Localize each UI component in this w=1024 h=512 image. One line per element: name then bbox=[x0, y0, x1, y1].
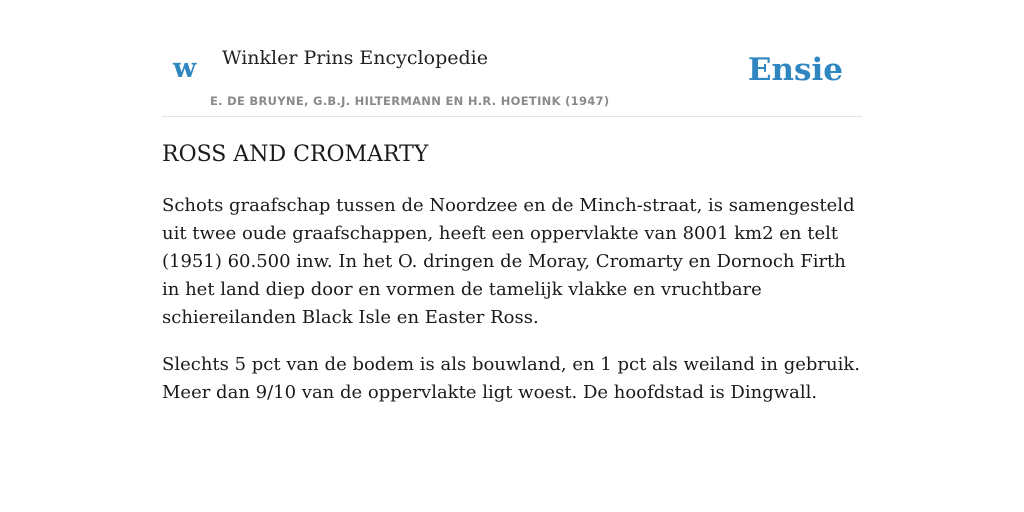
source-header bbox=[162, 0, 862, 117]
article-title: ROSS AND CROMARTY bbox=[162, 142, 429, 167]
brand-logo[interactable]: Ensie bbox=[747, 52, 843, 88]
article-paragraph: Schots graafschap tussen de Noordzee en de Minch-straat, is samengesteld uit twee oude graafschappen, heeft een oppervlakte van 8001 km2 en telt (1951) 60.500 inw. In het O. dringen de Moray, Cromarty en Dornoch Firth in het land diep door en vormen de tamelijk vlakke en vruchtbare schiereilanden Black Isle en Easter Ross. bbox=[162, 195, 855, 328]
article-body bbox=[162, 192, 862, 426]
source-authors: E. DE BRUYNE, G.B.J. HILTERMANN EN H.R. HOETINK (1947) bbox=[210, 94, 610, 108]
source-logo[interactable]: w bbox=[173, 53, 197, 84]
source-title[interactable]: Winkler Prins Encyclopedie bbox=[222, 47, 488, 69]
page-container bbox=[162, 0, 862, 403]
article-paragraph: Slechts 5 pct van de bodem is als bouwland, en 1 pct als weiland in gebruik. Meer dan 9/10 van de oppervlakte ligt woest. De hoofdstad is Dingwall. bbox=[162, 354, 860, 403]
